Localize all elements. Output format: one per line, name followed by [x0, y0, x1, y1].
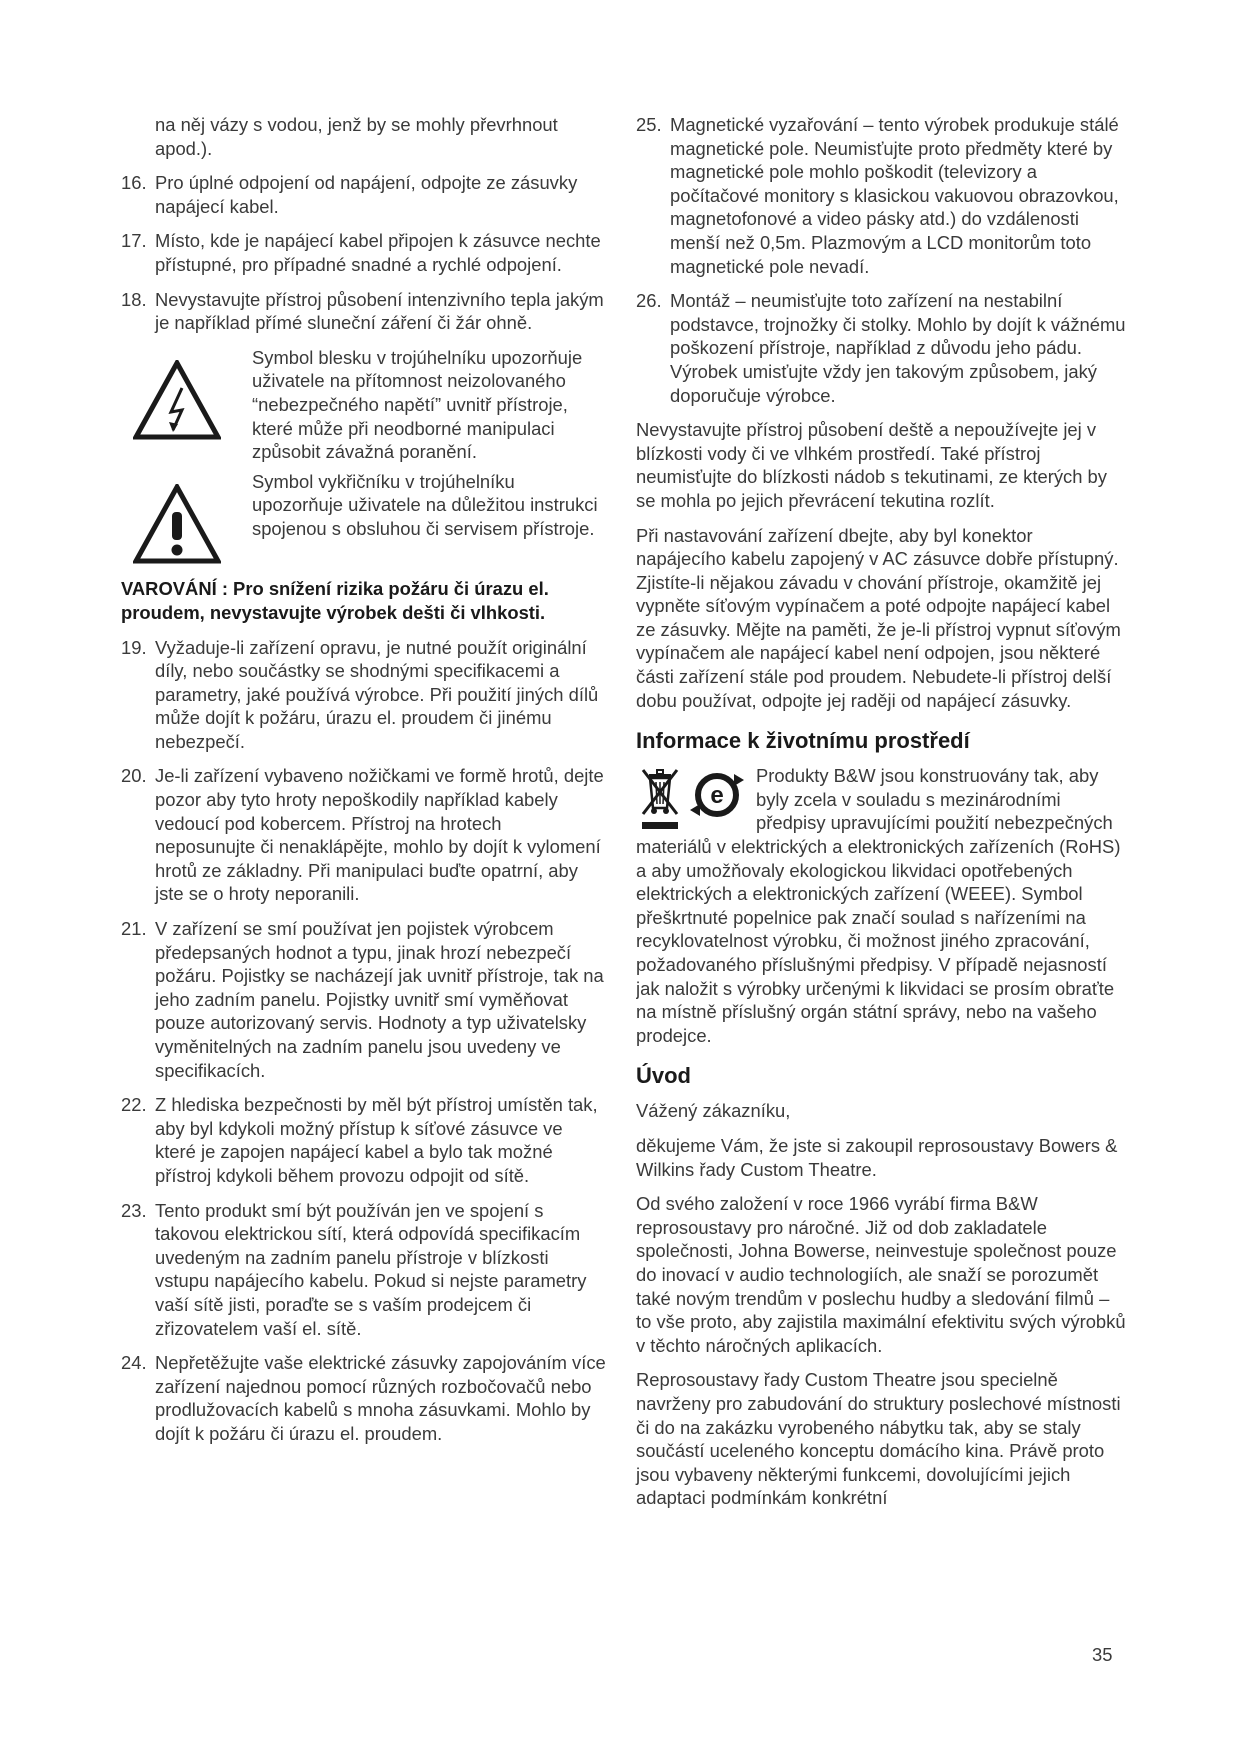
intro-heading: Úvod	[636, 1063, 691, 1089]
symbol-description: Symbol blesku v trojúhelníku upozorňuje uživatele na přítomnost neizolovaného “nebezpečného napětí” uvnitř přístroje, které může při neodborné manipulaci způsobit závažná poranění.	[252, 346, 583, 463]
item-number: 19.	[121, 636, 147, 658]
paragraph: děkujeme Vám, že jste si zakoupil reprosoustavy Bowers & Wilkins řady Custom Theatre.	[636, 1134, 1118, 1180]
item-number: 18.	[121, 288, 147, 310]
item-number: 25.	[636, 114, 662, 135]
list-item	[121, 764, 606, 906]
item-number: 22.	[121, 1094, 147, 1116]
list-item	[121, 288, 606, 335]
crossed-out-bin-icon	[636, 766, 686, 832]
item-number: 16.	[121, 172, 147, 194]
list-item	[121, 1199, 606, 1341]
item-number: 24.	[121, 1352, 147, 1374]
list-item	[121, 1351, 606, 1445]
item-text: Vyžaduje-li zařízení opravu, je nutné použít originální díly, nebo součástky se shodnými specifikacemi a parametry, jaké používá výrobce. Při použití jiných dílů může dojít k požáru, úrazu el. proudem či jinému nebezpečí.	[155, 636, 599, 752]
continued-text: na něj vázy s vodou, jenž by se mohly převrhnout apod.).	[155, 114, 558, 159]
item-text: Magnetické vyzařování – tento výrobek produkuje stálé magnetické pole. Neumisťujte proto předměty které by magnetické pole mohlo poškodit (televizory a počítačové monitory s klasickou vakuovou obrazovkou, magnetofonové a video pásky atd.) do vzdálenosti menší než 0,5m. Plazmovým a LCD monitorům toto magnetické pole nevadí.	[670, 114, 1119, 277]
item-text: Nevystavujte přístroj působení intenzivního tepla jakým je například přímé sluneční záření či žár ohně.	[155, 288, 604, 334]
lightning-warning-triangle-icon	[133, 360, 221, 440]
item-number: 21.	[121, 918, 147, 940]
list-item	[636, 113, 1126, 278]
item-text: Tento produkt smí být používán jen ve spojení s takovou elektrickou sítí, která odpovídá specifikacím uvedeným na zadním panelu přístroje v blízkosti vstupu napájecího kabelu. Pokud si nejste parametry vaší sítě jisti, poraďte se s vaším prodejcem či zřizovatelem vaší el. sítě.	[155, 1199, 587, 1339]
china-rohs-e-icon	[690, 768, 744, 822]
paragraph: Od svého založení v roce 1966 vyrábí firma B&W reprosoustavy pro náročné. Již od dob zakladatele společnosti, Johna Bowerse, neinvestuje společnost pouze do inovací v audio technologiích, ale snaží se porozumět také novým trendům v poslechu hudby a sledování filmů – to vše proto, aby zajistila maximální efektivitu svých výrobků v těchto náročných aplikacích.	[636, 1193, 1126, 1356]
svg-text:e: e	[710, 782, 724, 810]
list-item	[636, 289, 1126, 407]
item-number: 20.	[121, 765, 147, 787]
paragraph: Nevystavujte přístroj působení deště a nepoužívejte jej v blízkosti vody či ve vlhkém prostředí. Také přístroj neumisťujte do blízkosti nádob s tekutinami, ze kterých by se mohla po jejich převrácení tekutina rozlít.	[636, 419, 1107, 511]
item-number: 17.	[121, 230, 147, 252]
symbol-description: Symbol vykřičníku v trojúhelníku upozorňuje uživatele na důležitou instrukci spojenou s obsluhou či servisem přístroje.	[252, 470, 598, 539]
environment-section	[636, 764, 1126, 1047]
environment-heading: Informace k životnímu prostředí	[636, 728, 970, 754]
right-column	[636, 113, 1126, 1521]
item-text: Nepřetěžujte vaše elektrické zásuvky zapojováním více zařízení najednou pomocí různých rozbočovačů nebo prodlužovacích kabelů s mnoha zásuvkami. Mohlo by dojít k požáru či úrazu el. proudem.	[155, 1352, 606, 1444]
page-number: 35	[1092, 1644, 1113, 1665]
list-item	[121, 229, 606, 276]
paragraph: Reprosoustavy řady Custom Theatre jsou specielně navrženy pro zabudování do struktury poslechové místnosti či do na zakázku vyrobeného nábytku tak, aby se staly součástí uceleného konceptu domácího kina. Právě proto jsou vybaveny některými funkcemi, dovolujícími jejich adaptaci podmínkám konkrétní	[636, 1369, 1121, 1509]
item-text: Je-li zařízení vybaveno nožičkami ve formě hrotů, dejte pozor aby tyto hroty nepoškodily například kabely vedoucí pod kobercem. Přístroj na hrotech neposunujte či nenaklápějte, mohlo by dojít k vylomení hrotů ze základny. Při manipulaci buďte opatrní, aby jste se o hroty neporanili.	[155, 765, 604, 905]
paragraph: Při nastavování zařízení dbejte, aby byl konektor napájecího kabelu zapojený v AC zásuvce dobře přístupný. Zjistíte-li nějakou závadu v chování přístroje, okamžitě jej vypněte síťovým vypínačem a poté odpojte napájecí kabel ze zásuvky. Mějte na paměti, že je-li přístroj vypnut síťovým vypínačem ale napájecí kabel není odpojen, jsou některé části zařízení stále pod proudem. Nebudete-li přístroj delší dobu používat, odpojte jej raději od napájecí zásuvky.	[636, 524, 1121, 711]
item-number: 26.	[636, 290, 662, 312]
environment-icons	[636, 764, 756, 834]
list-item	[121, 171, 606, 218]
warning-text: VAROVÁNÍ : Pro snížení rizika požáru či úrazu el. proudem, nevystavujte výrobek dešti či vlhkosti.	[121, 578, 549, 623]
item-text: V zařízení se smí používat jen pojistek výrobcem předepsaných hodnot a typu, jinak hrozí nebezpečí požáru. Pojistky se nacházejí jak uvnitř přístroje, tak na jeho zadním panelu. Pojistky uvnitř smí vyměňovat pouze autorizovaný servis. Hodnoty a typ uživatelsky vyměnitelných na zadním panelu jsou uvedeny ve specifikacích.	[155, 918, 604, 1081]
lightning-symbol-note	[121, 346, 606, 464]
item-text: Pro úplné odpojení od napájení, odpojte ze zásuvky napájecí kabel.	[155, 172, 578, 217]
environment-text: Produkty B&W jsou konstruovány tak, aby byly zcela v souladu s mezinárodními předpisy upravujícími použití nebezpečných materiálů v elektrických a elektronických zařízeních (RoHS) a aby umožňovaly ekologickou likvidaci opotřebených elektrických a elektronických zařízení (WEEE). Symbol přeškrtnuté popelnice pak značí soulad s nařízeními na recyklovatelnost výrobku, či možnost jiného zpracování, požadovaného příslušnými předpisy. V případě nejasností jak naložit s výrobky určenými k likvidaci se prosím obraťte na místně příslušný orgán státní správy, nebo na vašeho prodejce.	[636, 765, 1121, 1046]
paragraph: Vážený zákazníku,	[636, 1100, 791, 1122]
list-item	[121, 636, 606, 754]
item-number: 23.	[121, 1199, 147, 1221]
left-column	[121, 113, 606, 1457]
item-text: Montáž – neumisťujte toto zařízení na nestabilní podstavce, trojnožky či stolky. Mohlo by dojít k vážnému poškození přístroje, například z důvodu jeho pádu. Výrobek umisťujte vždy jen takovým způsobem, jaký doporučuje výrobce.	[670, 290, 1126, 406]
exclamation-symbol-note	[121, 470, 606, 570]
item-text: Z hlediska bezpečnosti by měl být přístroj umístěn tak, aby byl kdykoli možný přístup k síťové zásuvce ve které je zapojen napájecí kabel a bylo tak možné přístroj kdykoli během provozu odpojit od sítě.	[155, 1094, 598, 1186]
exclamation-warning-triangle-icon	[133, 484, 221, 564]
item-text: Místo, kde je napájecí kabel připojen k zásuvce nechte přístupné, pro případné snadné a rychlé odpojení.	[155, 230, 601, 275]
list-item	[121, 917, 606, 1082]
list-item	[121, 1093, 606, 1187]
